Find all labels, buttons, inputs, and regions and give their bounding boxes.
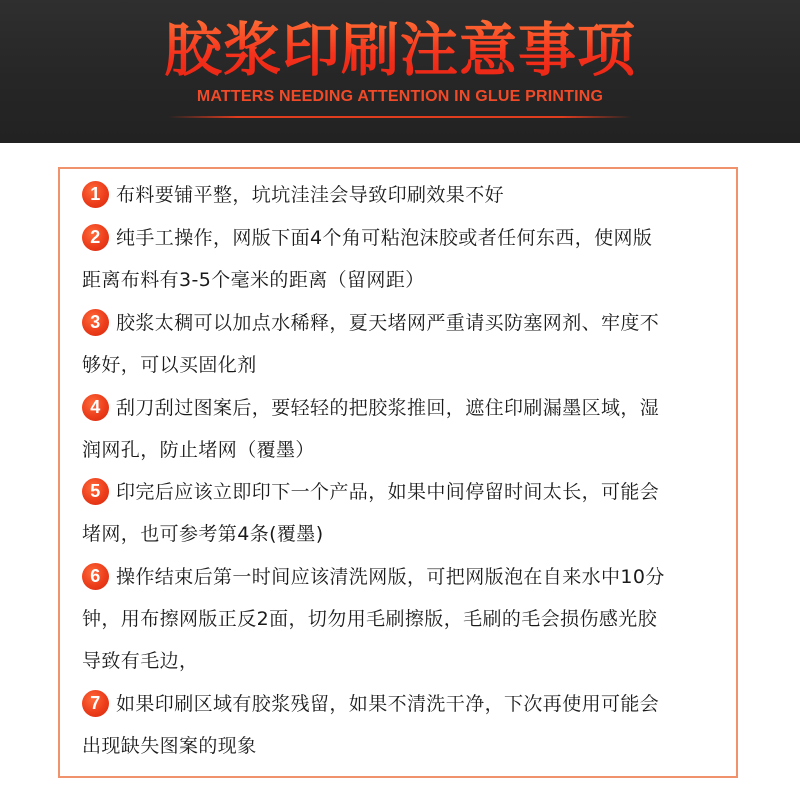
item-text: 堵网，也可参考第4条(覆墨) <box>82 523 324 545</box>
item-text: 够好，可以买固化剂 <box>82 354 257 376</box>
list-item-5 <box>82 471 727 555</box>
item-text: 导致有毛边， <box>82 650 199 672</box>
item-text: 纯手工操作，网版下面4个角可粘泡沫胶或者任何东西，使网版 <box>116 227 653 249</box>
item-text: 刮刀刮过图案后，要轻轻的把胶浆推回，遮住印刷漏墨区域，湿 <box>116 397 660 419</box>
number-badge-4: 4 <box>82 394 109 421</box>
list-item-4 <box>82 387 727 471</box>
item-text: 钟，用布擦网版正反2面，切勿用毛刷擦版，毛刷的毛会损伤感光胶 <box>82 608 658 630</box>
list-item-7 <box>82 683 727 767</box>
list-item-2 <box>82 217 727 301</box>
header-divider <box>168 116 632 118</box>
number-badge-7: 7 <box>82 690 109 717</box>
list-item-1 <box>82 174 727 216</box>
item-text: 布料要铺平整，坑坑洼洼会导致印刷效果不好 <box>116 184 505 206</box>
list-item-3 <box>82 302 727 386</box>
item-text: 出现缺失图案的现象 <box>82 735 257 757</box>
item-text: 印完后应该立即印下一个产品，如果中间停留时间太长，可能会 <box>116 481 660 503</box>
item-text: 胶浆太稠可以加点水稀释，夏天堵网严重请买防塞网剂、牢度不 <box>116 312 660 334</box>
page-subtitle: MATTERS NEEDING ATTENTION IN GLUE PRINTING <box>196 88 604 105</box>
number-badge-5: 5 <box>82 478 109 505</box>
page-title: 胶浆印刷注意事项 <box>0 10 800 90</box>
item-text: 如果印刷区域有胶浆残留，如果不清洗干净，下次再使用可能会 <box>116 693 660 715</box>
header-banner <box>0 0 800 143</box>
item-text: 润网孔，防止堵网（覆墨） <box>82 439 315 461</box>
number-badge-3: 3 <box>82 309 109 336</box>
list-item-6 <box>82 556 727 682</box>
number-badge-6: 6 <box>82 563 109 590</box>
number-badge-2: 2 <box>82 224 109 251</box>
item-text: 操作结束后第一时间应该清洗网版，可把网版泡在自来水中10分 <box>116 566 665 588</box>
number-badge-1: 1 <box>82 181 109 208</box>
item-text: 距离布料有3-5个毫米的距离（留网距） <box>82 269 425 291</box>
